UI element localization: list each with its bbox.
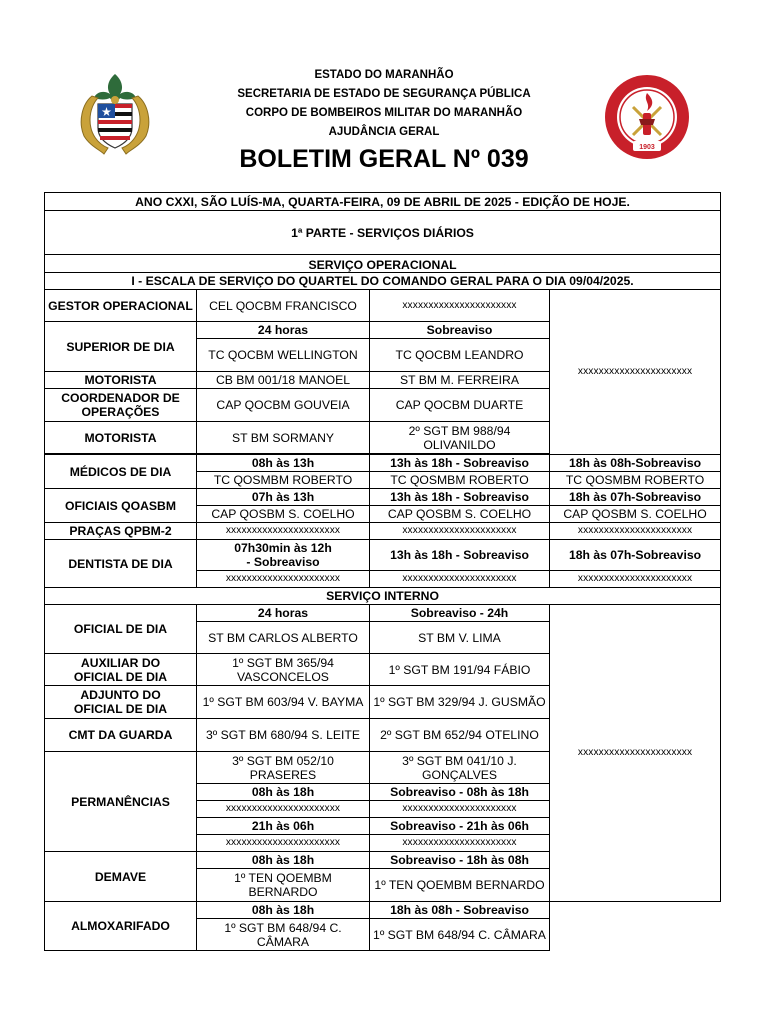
row-label-motorista: MOTORISTA xyxy=(45,372,197,389)
table-row xyxy=(45,605,721,622)
row-label-adjunto xyxy=(45,686,197,719)
row-label-permanencias: PERMANÊNCIAS xyxy=(45,752,197,852)
permanencias-placeholder-4: xxxxxxxxxxxxxxxxxxxxxx xyxy=(370,835,550,852)
table-row xyxy=(45,489,721,506)
permanencias-shift-3: 21h às 06h xyxy=(197,818,370,835)
dentista-shift-1 xyxy=(197,540,370,571)
oficial-shift-1: 24 horas xyxy=(197,605,370,622)
section-operational-heading: SERVIÇO OPERACIONAL xyxy=(45,255,721,273)
almoxarifado-name-2: 1º SGT BM 648/94 C. CÂMARA xyxy=(370,919,550,951)
row-label-demave: DEMAVE xyxy=(45,852,197,902)
oficiais-shift-3: 18h às 07h-Sobreaviso xyxy=(550,489,721,506)
row-label-motorista-2: MOTORISTA xyxy=(45,422,197,454)
table-row xyxy=(45,523,721,540)
bulletin-title: BOLETIM GERAL Nº 039 xyxy=(239,145,529,173)
section-int-row xyxy=(45,588,721,605)
medicos-name-3: TC QOSMBM ROBERTO xyxy=(550,472,721,489)
cmt-name-1: 3º SGT BM 680/94 S. LEITE xyxy=(197,719,370,752)
permanencias-placeholder-3: xxxxxxxxxxxxxxxxxxxxxx xyxy=(197,835,370,852)
auxiliar-label-line-1: AUXILIAR DO xyxy=(80,655,161,670)
department-name: AJUDÂNCIA GERAL xyxy=(328,126,440,138)
motorista-name-2: ST BM M. FERREIRA xyxy=(370,372,550,389)
auxiliar-name-1: 1º SGT BM 365/94 VASCONCELOS xyxy=(197,654,370,686)
permanencias-shift-4: Sobreaviso - 21h às 06h xyxy=(370,818,550,835)
table-row xyxy=(45,455,721,472)
row-label-medicos: MÉDICOS DE DIA xyxy=(45,455,197,489)
medicos-name-2: TC QOSMBM ROBERTO xyxy=(370,472,550,489)
row-label-gestor: GESTOR OPERACIONAL xyxy=(45,290,197,322)
demave-name-2: 1º TEN QOEMBM BERNARDO xyxy=(370,869,550,902)
row-label-cmt-guarda: CMT DA GUARDA xyxy=(45,719,197,752)
almoxarifado-shift-2: 18h às 08h - Sobreaviso xyxy=(370,902,550,919)
demave-name-1: 1º TEN QOEMBM BERNARDO xyxy=(197,869,370,902)
section-op-row xyxy=(45,255,721,273)
adjunto-label-line-2: OFICIAL DE DIA xyxy=(73,702,168,716)
section-internal-heading: SERVIÇO INTERNO xyxy=(45,588,721,605)
seal-year: 1903 xyxy=(639,144,655,151)
dentista-shift-2: 13h às 18h - Sobreaviso xyxy=(370,540,550,571)
oficiais-name-3: CAP QOSBM S. COELHO xyxy=(550,506,721,523)
gestor-name: CEL QOCBM FRANCISCO xyxy=(197,290,370,322)
oficiais-name-2: CAP QOSBM S. COELHO xyxy=(370,506,550,523)
motorista2-name-1: ST BM SORMANY xyxy=(197,422,370,454)
auxiliar-label-line-2: OFICIAL DE DIA xyxy=(73,669,168,684)
superior-name-1: TC QOCBM WELLINGTON xyxy=(197,339,370,372)
dentista-placeholder-3: xxxxxxxxxxxxxxxxxxxxxx xyxy=(550,571,721,588)
permanencias-placeholder-2: xxxxxxxxxxxxxxxxxxxxxx xyxy=(370,801,550,818)
superior-shift-1: 24 horas xyxy=(197,322,370,339)
table-row xyxy=(45,290,721,322)
dentista-shift-3: 18h às 07h-Sobreaviso xyxy=(550,540,721,571)
row-label-auxiliar xyxy=(45,654,197,686)
duty-roster-table xyxy=(44,192,721,951)
pracas-placeholder-2: xxxxxxxxxxxxxxxxxxxxxx xyxy=(370,523,550,540)
permanencias-shift-2: Sobreaviso - 08h às 18h xyxy=(370,784,550,801)
row-label-pracas: PRAÇAS QPBM-2 xyxy=(45,523,197,540)
oficiais-shift-1: 07h às 13h xyxy=(197,489,370,506)
demave-shift-2: Sobreaviso - 18h às 08h xyxy=(370,852,550,869)
row-label-dentista: DENTISTA DE DIA xyxy=(45,540,197,588)
superior-name-2: TC QOCBM LEANDRO xyxy=(370,339,550,372)
medicos-name-1: TC QOSMBM ROBERTO xyxy=(197,472,370,489)
row-label-coordenador: COORDENADOR DE OPERAÇÕES xyxy=(45,389,197,422)
subsection-op-row xyxy=(45,273,721,290)
demave-shift-1: 08h às 18h xyxy=(197,852,370,869)
adjunto-name-2: 1º SGT BM 329/94 J. GUSMÃO xyxy=(370,686,550,719)
table-row xyxy=(45,902,721,919)
state-name: ESTADO DO MARANHÃO xyxy=(314,69,454,81)
coordenador-name-1: CAP QOCBM GOUVEIA xyxy=(197,389,370,422)
oficial-name-2: ST BM V. LIMA xyxy=(370,622,550,654)
oficiais-name-1: CAP QOSBM S. COELHO xyxy=(197,506,370,523)
edition-line: ANO CXXI, SÃO LUÍS-MA, QUARTA-FEIRA, 09 DE ABRIL DE 2025 - EDIÇÃO DE HOJE. xyxy=(45,193,721,211)
medicos-shift-1: 08h às 13h xyxy=(197,455,370,472)
edition-row xyxy=(45,193,721,211)
secretariat-name: SECRETARIA DE ESTADO DE SEGURANÇA PÚBLICA xyxy=(237,88,531,100)
coordenador-name-2: CAP QOCBM DUARTE xyxy=(370,389,550,422)
motorista2-name-2: 2º SGT BM 988/94 OLIVANILDO xyxy=(370,422,550,454)
document-header xyxy=(0,60,768,151)
gestor-placeholder: xxxxxxxxxxxxxxxxxxxxxx xyxy=(370,290,550,322)
adjunto-label-line-1: ADJUNTO DO xyxy=(80,688,161,702)
row-label-almoxarifado: ALMOXARIFADO xyxy=(45,902,197,951)
right-column-placeholder: xxxxxxxxxxxxxxxxxxxxxx xyxy=(550,290,721,455)
table-row xyxy=(45,540,721,571)
dentista-shift-1-line-2: - Sobreaviso xyxy=(246,555,320,569)
medicos-shift-3: 18h às 08h-Sobreaviso xyxy=(550,455,721,472)
pracas-placeholder-1: xxxxxxxxxxxxxxxxxxxxxx xyxy=(197,523,370,540)
oficial-name-1: ST BM CARLOS ALBERTO xyxy=(197,622,370,654)
cmt-name-2: 2º SGT BM 652/94 OTELINO xyxy=(370,719,550,752)
permanencias-name-2: 3º SGT BM 041/10 J. GONÇALVES xyxy=(370,752,550,784)
almoxarifado-name-1: 1º SGT BM 648/94 C. CÂMARA xyxy=(197,919,370,951)
permanencias-placeholder-1: xxxxxxxxxxxxxxxxxxxxxx xyxy=(197,801,370,818)
adjunto-name-1: 1º SGT BM 603/94 V. BAYMA xyxy=(197,686,370,719)
permanencias-name-1: 3º SGT BM 052/10 PRASERES xyxy=(197,752,370,784)
corps-name: CORPO DE BOMBEIROS MILITAR DO MARANHÃO xyxy=(245,107,523,119)
motorista-name-1: CB BM 001/18 MANOEL xyxy=(197,372,370,389)
oficiais-shift-2: 13h às 18h - Sobreaviso xyxy=(370,489,550,506)
superior-shift-2: Sobreaviso xyxy=(370,322,550,339)
part-row xyxy=(45,211,721,255)
dentista-placeholder-1: xxxxxxxxxxxxxxxxxxxxxx xyxy=(197,571,370,588)
dentista-shift-1-line-1: 07h30min às 12h xyxy=(234,541,332,555)
subsection-heading: I - ESCALA DE SERVIÇO DO QUARTEL DO COMANDO GERAL PARA O DIA 09/04/2025. xyxy=(45,273,721,290)
internal-right-placeholder: xxxxxxxxxxxxxxxxxxxxxx xyxy=(550,605,721,902)
row-label-oficial-dia: OFICIAL DE DIA xyxy=(45,605,197,654)
medicos-shift-2: 13h às 18h - Sobreaviso xyxy=(370,455,550,472)
dentista-placeholder-2: xxxxxxxxxxxxxxxxxxxxxx xyxy=(370,571,550,588)
permanencias-shift-1: 08h às 18h xyxy=(197,784,370,801)
row-label-oficiais: OFICIAIS QOASBM xyxy=(45,489,197,523)
part-heading: 1ª PARTE - SERVIÇOS DIÁRIOS xyxy=(45,211,721,255)
auxiliar-name-2: 1º SGT BM 191/94 FÁBIO xyxy=(370,654,550,686)
row-label-superior: SUPERIOR DE DIA xyxy=(45,322,197,372)
pracas-placeholder-3: xxxxxxxxxxxxxxxxxxxxxx xyxy=(550,523,721,540)
oficial-shift-2: Sobreaviso - 24h xyxy=(370,605,550,622)
almoxarifado-shift-1: 08h às 18h xyxy=(197,902,370,919)
